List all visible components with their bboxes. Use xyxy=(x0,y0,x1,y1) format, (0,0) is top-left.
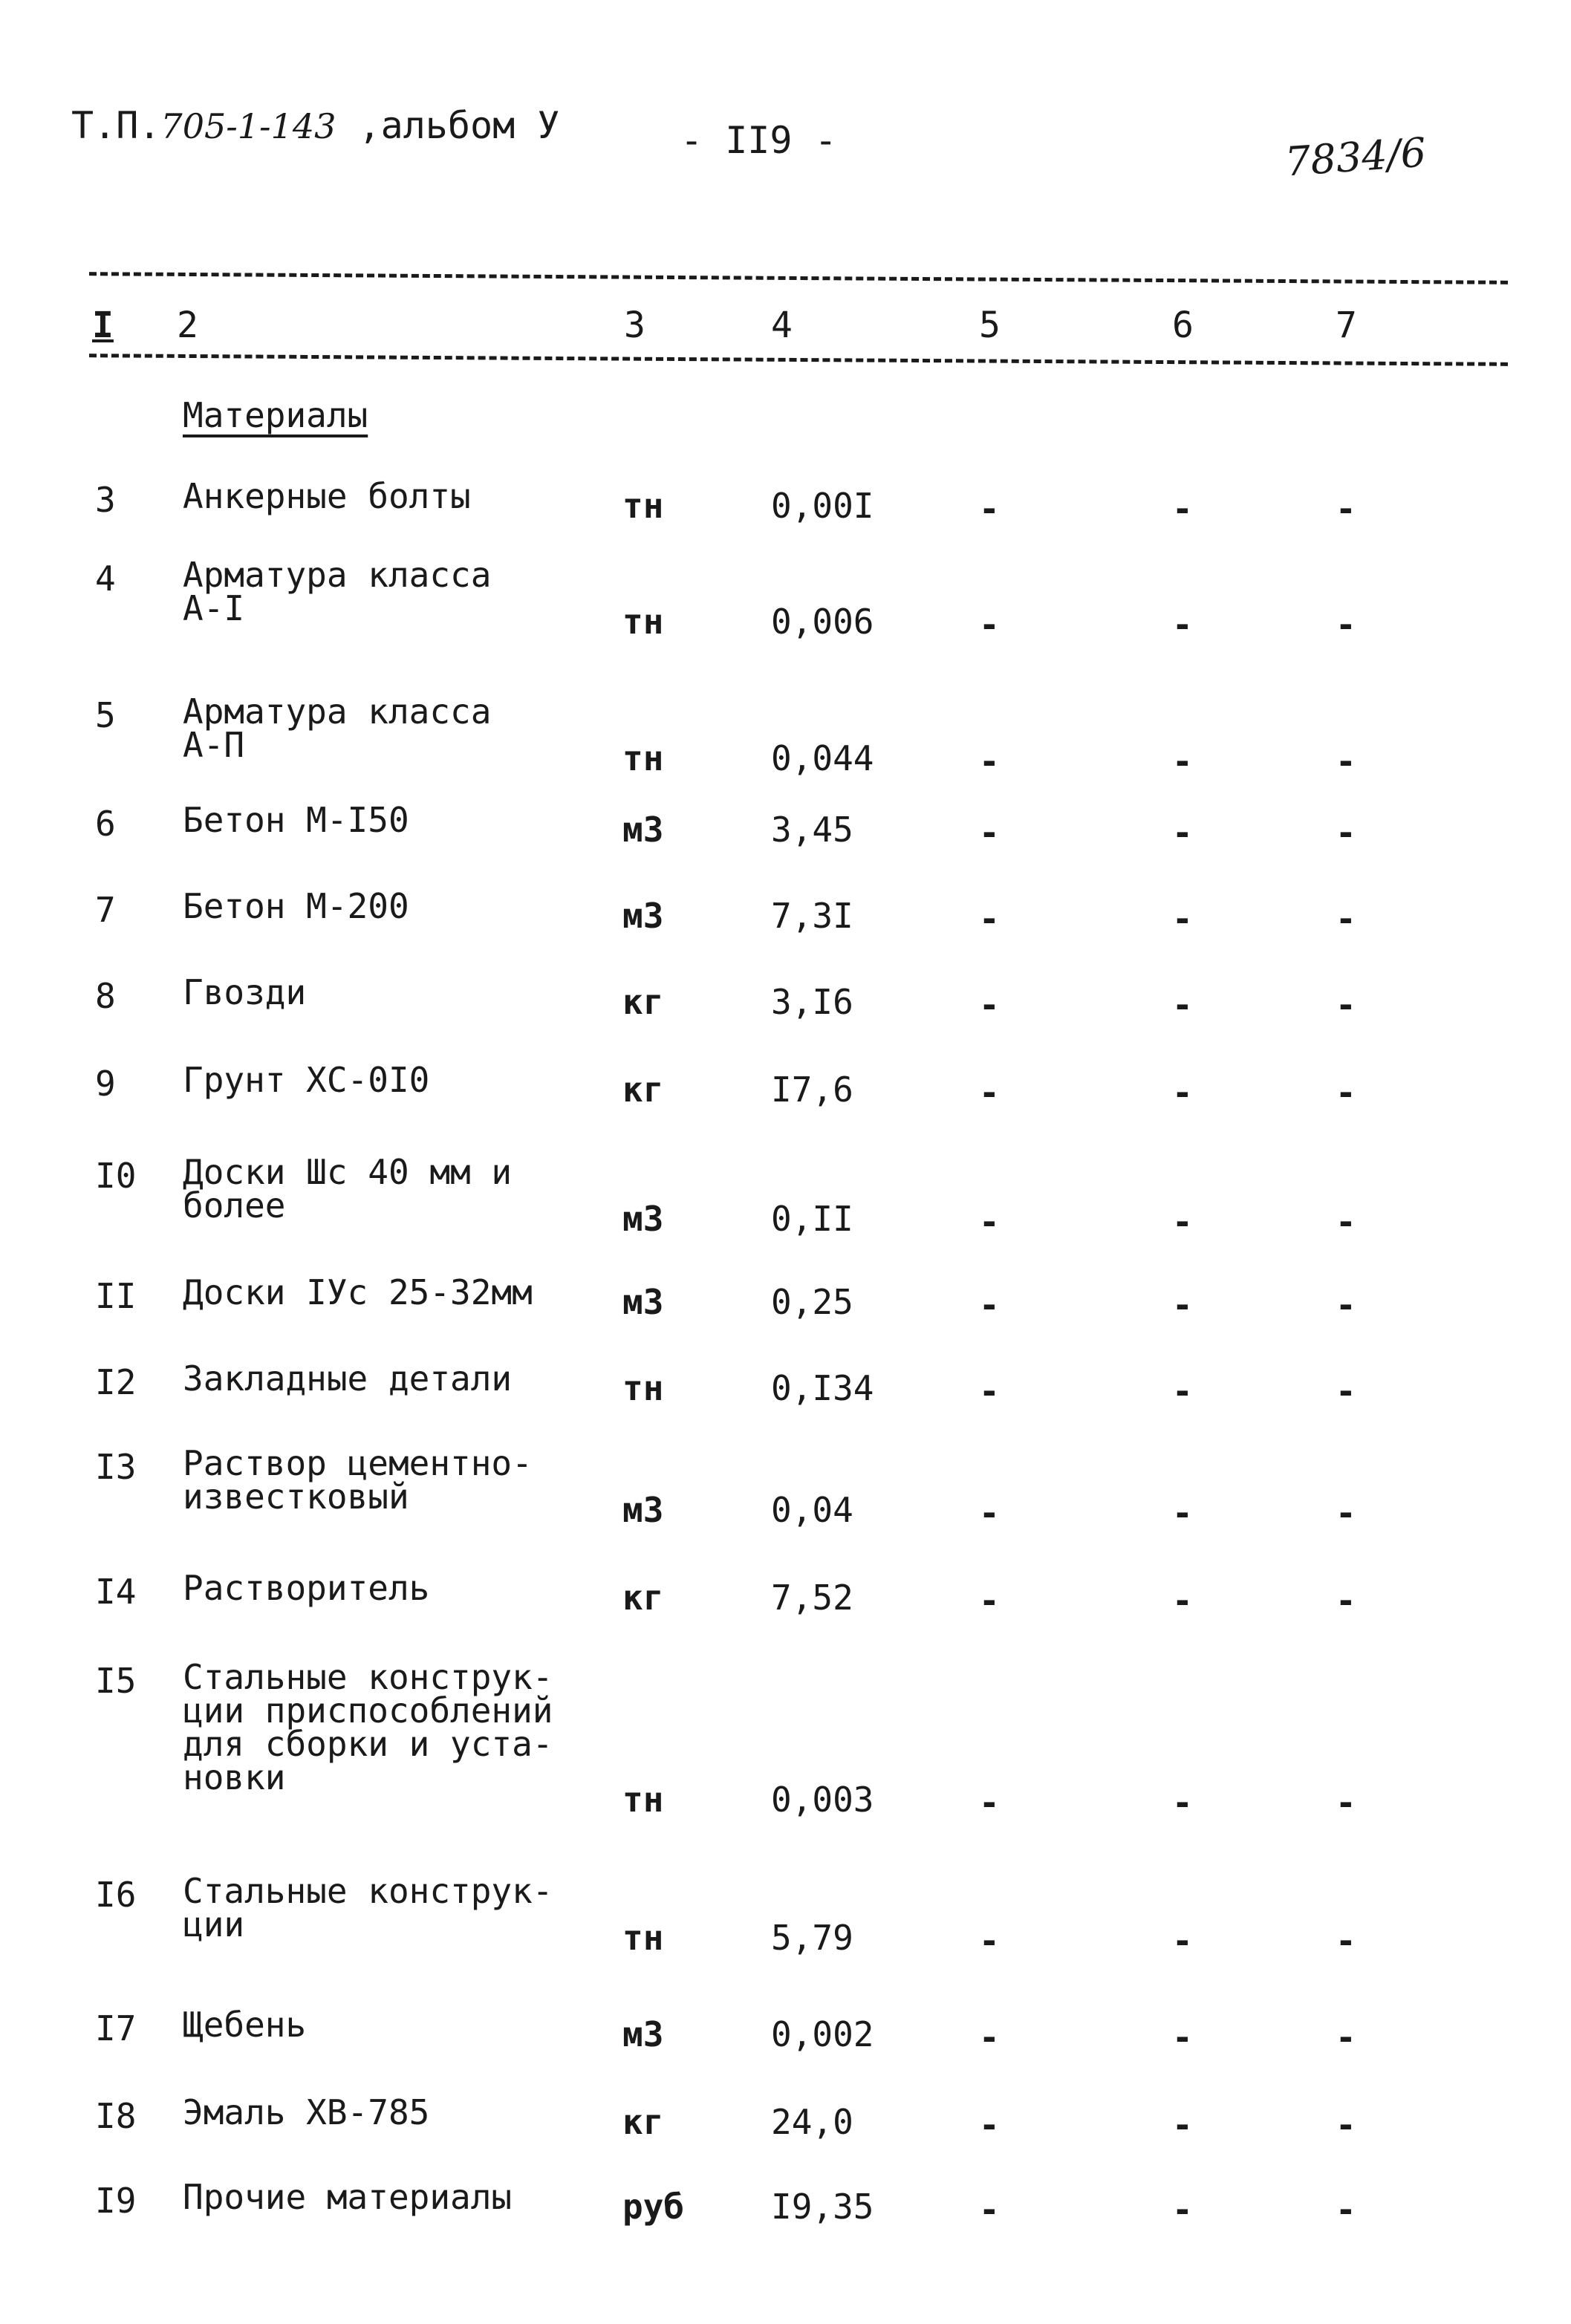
column-7-value: - xyxy=(1336,1202,1356,1242)
unit-of-measure: м3 xyxy=(622,1199,664,1239)
material-name: Закладные детали xyxy=(183,1358,513,1399)
column-7-value: - xyxy=(1336,1921,1356,1961)
column-number-1: I xyxy=(92,305,114,346)
column-5-value: - xyxy=(979,1371,1000,1411)
album-label: ,альбом У xyxy=(358,104,560,147)
column-6-value: - xyxy=(1172,1581,1193,1621)
row-number: 9 xyxy=(95,1064,116,1104)
quantity: 0,044 xyxy=(771,738,874,778)
column-5-value: - xyxy=(979,1493,1000,1533)
unit-of-measure: кг xyxy=(622,1070,664,1110)
row-number: I7 xyxy=(95,2008,137,2048)
column-6-value: - xyxy=(1172,985,1193,1025)
quantity: 24,0 xyxy=(771,2102,853,2142)
column-5-value: - xyxy=(979,985,1000,1025)
column-6-value: - xyxy=(1172,2190,1193,2230)
column-6-value: - xyxy=(1172,489,1193,529)
column-7-value: - xyxy=(1336,1493,1356,1533)
row-number: 7 xyxy=(95,890,116,930)
column-7-value: - xyxy=(1336,813,1356,853)
material-name: Доски IУс 25-32мм xyxy=(183,1272,533,1312)
unit-of-measure: тн xyxy=(622,602,664,642)
column-5-value: - xyxy=(979,605,1000,645)
column-number-6: 6 xyxy=(1172,305,1194,346)
material-name: Стальные конструк- ции xyxy=(183,1871,553,1945)
column-5-value: - xyxy=(979,899,1000,939)
quantity: 0,II xyxy=(771,1199,853,1239)
unit-of-measure: тн xyxy=(622,1368,664,1408)
column-6-value: - xyxy=(1172,2017,1193,2057)
column-5-value: - xyxy=(979,813,1000,853)
quantity: 5,79 xyxy=(771,1918,853,1958)
handwritten-stamp: 7834/6 xyxy=(1284,128,1428,186)
column-number-5: 5 xyxy=(979,305,1001,346)
column-7-value: - xyxy=(1336,1073,1356,1113)
column-5-value: - xyxy=(979,1202,1000,1242)
column-6-value: - xyxy=(1172,1073,1193,1113)
row-number: II xyxy=(95,1276,137,1316)
material-name: Бетон М-200 xyxy=(183,886,409,926)
row-number: 4 xyxy=(95,559,116,599)
row-number: 8 xyxy=(95,976,116,1016)
material-name: Арматура класса А-П xyxy=(183,691,492,766)
unit-of-measure: тн xyxy=(622,738,664,778)
column-number-3: 3 xyxy=(624,305,645,346)
table-column-numbers xyxy=(0,305,1571,357)
quantity: 3,I6 xyxy=(771,982,853,1022)
quantity: 0,003 xyxy=(771,1780,874,1820)
column-7-value: - xyxy=(1336,2190,1356,2230)
unit-of-measure: м3 xyxy=(622,2014,664,2054)
row-number: I9 xyxy=(95,2181,137,2221)
column-7-value: - xyxy=(1336,2017,1356,2057)
quantity: 0,I34 xyxy=(771,1368,874,1408)
column-6-value: - xyxy=(1172,813,1193,853)
quantity: 7,52 xyxy=(771,1578,853,1618)
column-5-value: - xyxy=(979,2017,1000,2057)
column-6-value: - xyxy=(1172,741,1193,781)
row-number: 6 xyxy=(95,804,116,844)
row-number: 3 xyxy=(95,480,116,520)
column-6-value: - xyxy=(1172,1921,1193,1961)
column-7-value: - xyxy=(1336,899,1356,939)
column-7-value: - xyxy=(1336,1371,1356,1411)
material-name: Грунт ХС-0I0 xyxy=(183,1060,430,1100)
column-6-value: - xyxy=(1172,605,1193,645)
material-name: Раствор цементно- известковый xyxy=(183,1443,533,1517)
column-6-value: - xyxy=(1172,1202,1193,1242)
column-5-value: - xyxy=(979,1921,1000,1961)
material-name: Растворитель xyxy=(183,1568,430,1608)
column-6-value: - xyxy=(1172,1285,1193,1325)
column-7-value: - xyxy=(1336,489,1356,529)
table-header-top-rule xyxy=(89,272,1508,284)
material-name: Щебень xyxy=(183,2005,307,2045)
unit-of-measure: кг xyxy=(622,2102,664,2142)
unit-of-measure: м3 xyxy=(622,1282,664,1322)
column-5-value: - xyxy=(979,1073,1000,1113)
column-7-value: - xyxy=(1336,1783,1356,1823)
column-7-value: - xyxy=(1336,2105,1356,2145)
quantity: 0,002 xyxy=(771,2014,874,2054)
material-name: Анкерные болты xyxy=(183,476,471,516)
column-6-value: - xyxy=(1172,2105,1193,2145)
material-name: Прочие материалы xyxy=(183,2177,513,2217)
quantity: 0,006 xyxy=(771,602,874,642)
row-number: I4 xyxy=(95,1572,137,1612)
column-number-2: 2 xyxy=(177,305,198,346)
quantity: 7,3I xyxy=(771,896,853,936)
row-number: 5 xyxy=(95,695,116,735)
unit-of-measure: руб xyxy=(622,2187,685,2227)
column-7-value: - xyxy=(1336,1285,1356,1325)
row-number: I8 xyxy=(95,2096,137,2136)
column-number-4: 4 xyxy=(771,305,793,346)
column-6-value: - xyxy=(1172,1783,1193,1823)
page-number: - II9 - xyxy=(680,119,837,162)
column-5-value: - xyxy=(979,489,1000,529)
unit-of-measure: тн xyxy=(622,486,664,526)
quantity: 3,45 xyxy=(771,810,853,850)
row-number: I0 xyxy=(95,1156,137,1196)
row-number: I2 xyxy=(95,1362,137,1402)
column-5-value: - xyxy=(979,741,1000,781)
unit-of-measure: тн xyxy=(622,1780,664,1820)
quantity: 0,25 xyxy=(771,1282,853,1322)
column-7-value: - xyxy=(1336,741,1356,781)
unit-of-measure: м3 xyxy=(622,1490,664,1530)
column-5-value: - xyxy=(979,1783,1000,1823)
column-5-value: - xyxy=(979,2105,1000,2145)
header-prefix: Т.П. xyxy=(71,104,161,147)
row-number: I3 xyxy=(95,1447,137,1487)
unit-of-measure: кг xyxy=(622,982,664,1022)
document-header xyxy=(71,104,559,147)
quantity: I9,35 xyxy=(771,2187,874,2227)
column-5-value: - xyxy=(979,1581,1000,1621)
column-7-value: - xyxy=(1336,985,1356,1025)
unit-of-measure: м3 xyxy=(622,896,664,936)
quantity: I7,6 xyxy=(771,1070,853,1110)
material-name: Доски Шс 40 мм и более xyxy=(183,1152,513,1226)
row-number: I6 xyxy=(95,1875,137,1915)
quantity: 0,04 xyxy=(771,1490,853,1530)
project-code: 705-1-143 xyxy=(160,106,336,146)
material-name: Бетон М-I50 xyxy=(183,800,409,840)
unit-of-measure: кг xyxy=(622,1578,664,1618)
column-5-value: - xyxy=(979,1285,1000,1325)
material-name: Арматура класса А-I xyxy=(183,555,492,629)
material-name: Гвозди xyxy=(183,972,307,1012)
column-number-7: 7 xyxy=(1336,305,1357,346)
material-name: Эмаль ХВ-785 xyxy=(183,2092,430,2132)
section-title: Материалы xyxy=(183,395,368,435)
column-7-value: - xyxy=(1336,605,1356,645)
quantity: 0,00I xyxy=(771,486,874,526)
row-number: I5 xyxy=(95,1661,137,1701)
column-6-value: - xyxy=(1172,1371,1193,1411)
column-7-value: - xyxy=(1336,1581,1356,1621)
material-name: Стальные конструк- ции приспособлений для сборки и уста- новки xyxy=(183,1657,553,1798)
unit-of-measure: м3 xyxy=(622,810,664,850)
column-6-value: - xyxy=(1172,899,1193,939)
unit-of-measure: тн xyxy=(622,1918,664,1958)
column-5-value: - xyxy=(979,2190,1000,2230)
column-6-value: - xyxy=(1172,1493,1193,1533)
